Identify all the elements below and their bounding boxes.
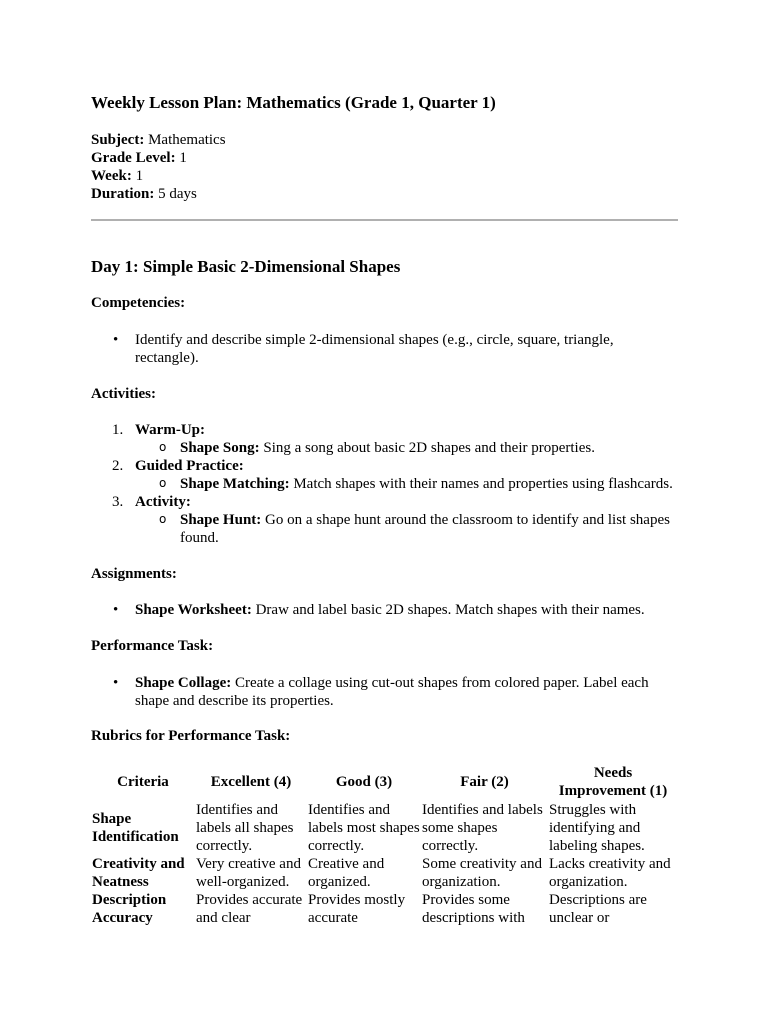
rubric-header-excellent: Excellent (4) — [210, 774, 292, 790]
rubric-criteria: Creativity and Neatness — [92, 856, 185, 890]
assignment-item: • Shape Worksheet: Draw and label basic 2D shapes. Match shapes with their names. — [113, 602, 645, 618]
activity-item-2: 2. Guided Practice: — [112, 458, 244, 474]
day1-heading: Day 1: Simple Basic 2-Dimensional Shapes — [91, 257, 401, 276]
rubric-header-row — [91, 763, 678, 801]
rubric-header-fair: Fair (2) — [460, 774, 509, 790]
meta-duration: Duration: 5 days — [91, 186, 197, 202]
sub-bullet-icon: o — [159, 512, 167, 526]
bullet-icon: • — [113, 602, 119, 618]
performance-task-item: • Shape Collage: Create a collage using cut-out shapes from colored paper. Label each shape and describe its properties. — [113, 675, 649, 709]
rubric-table — [91, 763, 678, 927]
rubric-header-criteria: Criteria — [117, 774, 169, 790]
bullet-icon: • — [113, 332, 119, 348]
document-title: Weekly Lesson Plan: Mathematics (Grade 1, Quarter 1) — [91, 93, 496, 112]
sub-bullet-icon: o — [159, 440, 167, 454]
activity-item-1: 1. Warm-Up: — [112, 422, 205, 438]
rubric-cell: Identifies and labels all shapes correctly. — [196, 802, 294, 854]
lesson-meta — [91, 131, 226, 203]
rubric-cell: Some creativity and organization. — [422, 856, 542, 890]
rubrics-heading: Rubrics for Performance Task: — [91, 728, 291, 744]
rubric-cell: Provides accurate and clear — [196, 892, 303, 926]
meta-grade-level: Grade Level: 1 — [91, 150, 187, 166]
activities-heading: Activities: — [91, 386, 156, 402]
rubric-cell: Identifies and labels some shapes correctly. — [422, 802, 543, 854]
activity-subitem-3: o Shape Hunt: Go on a shape hunt around the classroom to identify and list shapes found. — [159, 512, 670, 546]
rubric-criteria: Shape Identification — [92, 811, 179, 845]
rubric-row-description-accuracy — [91, 891, 678, 927]
rubric-criteria: Description Accuracy — [92, 892, 167, 926]
performance-task-heading: Performance Task: — [91, 638, 214, 654]
activity-subitem-2: o Shape Matching: Match shapes with their names and properties using flashcards. — [159, 476, 673, 492]
assignments-heading: Assignments: — [91, 566, 177, 582]
activity-item-3: 3. Activity: — [112, 494, 191, 510]
rubric-cell: Provides mostly accurate — [308, 892, 406, 926]
rubric-cell: Struggles with identifying and labeling shapes. — [549, 802, 645, 854]
rubric-header-good: Good (3) — [335, 774, 393, 790]
sub-bullet-icon: o — [159, 476, 167, 490]
rubric-row-creativity-neatness — [91, 855, 678, 891]
rubric-cell: Creative and organized. — [308, 856, 385, 890]
bullet-icon: • — [113, 675, 119, 691]
meta-week: Week: 1 — [91, 168, 144, 184]
rubric-row-shape-identification — [91, 801, 678, 855]
activity-subitem-1: o Shape Song: Sing a song about basic 2D shapes and their properties. — [159, 440, 595, 456]
rubric-cell: Provides some descriptions with — [422, 892, 525, 926]
section-divider — [91, 219, 678, 221]
rubric-cell: Descriptions are unclear or — [549, 892, 647, 926]
competencies-heading: Competencies: — [91, 295, 186, 311]
rubric-cell: Identifies and labels most shapes correctly. — [308, 802, 420, 854]
rubric-cell: Very creative and well-organized. — [196, 856, 301, 890]
competency-item: • Identify and describe simple 2-dimensional shapes (e.g., circle, square, triangle, rectangle). — [113, 332, 614, 366]
rubric-header-needs-improvement: Needs Improvement (1) — [558, 765, 668, 799]
meta-subject: Subject: Mathematics — [91, 132, 226, 148]
rubric-cell: Lacks creativity and organization. — [549, 856, 671, 890]
